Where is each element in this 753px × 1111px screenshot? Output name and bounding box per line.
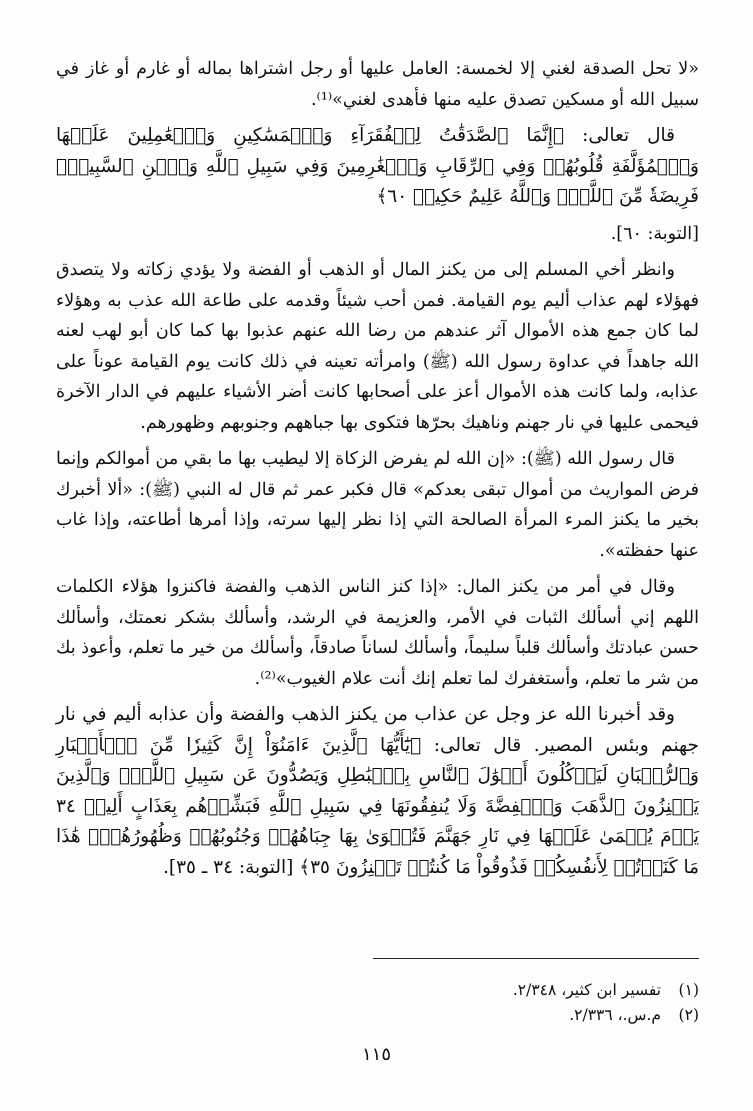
main-text <box>56 54 699 883</box>
paragraph-hadith-zakat: قال رسول الله (ﷺ): «إن الله لم يفرض الزكاة إلا ليطيب بها ما بقي من أموالكم وإنما فرض المواريث من أموال تبقى بعدكم» قال فكبر عمر ثم قال له النبي (ﷺ): «ألا أخبرك بخير ما يكنز المرء المرأة الصالحة التي إذا نظر إليها سرته، وإذا أمرها أطاعته، وإذا غاب عنها حفظته». <box>55 449 699 561</box>
footnote-number: (٢) <box>678 1006 699 1024</box>
footnote-text: تفسير ابن كثير، ٢/٣٤٨. <box>512 981 661 999</box>
footnote-item <box>199 978 699 1003</box>
reference-tawba-60: [التوبة: ٦٠]. <box>610 223 699 244</box>
paragraph-kanz-warning: وانظر أخي المسلم إلى من يكنز المال أو الذهب أو الفضة ولا يؤدي زكاته ولا يتصدق فهؤلاء لهم عذاب أليم يوم القيامة. فمن أحب شيئاً وقدمه على طاعة الله عذب به وهؤلاء لما كان جمع هذه الأموال آثر عندهم من رضا الله عنهم عذبوا بها كما كان أبو لهب لعنه الله جاهداً في عداوة رسول الله (ﷺ) وامرأته تعينه في ذلك كانت يوم القيامة عوناً على عذابه، ولما كانت هذه الأموال أعز على أصحابها كانت أضر الأشياء عليهم في الدار الآخرة فيحمى عليها في نار جهنم وناهيك بحرّها فتكوى بها جباههم وجنوبهم وظهورهم. <box>56 260 699 433</box>
paragraph-quran-tawba-34-35: وقد أخبرنا الله عز وجل عن عذاب من يكنز الذهب والفضة وأن عذابه أليم في نار جهنم وبئس المصير. قال تعالى: ﴿يَٰٓأَيُّهَا ٱلَّذِينَ ءَامَنُوٓاْ إِنَّ كَثِيرٗا مِّنَ ٱلۡأَحۡبَارِ وَٱلرُّهۡبَانِ لَيَأۡكُلُونَ أَمۡوَٰلَ ٱلنَّاسِ بِٱلۡبَٰطِلِ وَيَصُدُّونَ عَن سَبِيلِ ٱللَّهِۗ وَٱلَّذِينَ يَكۡنِزُونَ ٱلذَّهَبَ وَٱلۡفِضَّةَ وَلَا يُنفِقُونَهَا فِي سَبِيلِ ٱللَّهِ فَبَشِّرۡهُم بِعَذَابٍ أَلِيمٖ ٣٤ يَوۡمَ يُحۡمَىٰ عَلَيۡهَا فِي نَارِ جَهَنَّمَ فَتُكۡوَىٰ بِهَا جِبَاهُهُمۡ وَجُنُوبُهُمۡ وَظُهُورُهُمۡۖ هَٰذَا مَا كَنَزۡتُمۡ لِأَنفُسِكُمۡ فَذُوقُواْ مَا كُنتُمۡ تَكۡنِزُونَ ٣٥﴾ [التوبة: ٣٤ ـ ٣٥]. <box>56 704 699 878</box>
footnote-text: م.س.، ٢/٣٣٦. <box>569 1006 661 1024</box>
footnote-item <box>199 1003 699 1028</box>
footnotes <box>199 978 699 1028</box>
footnote-divider <box>373 958 699 959</box>
paragraph-quran-tawba-60: قال تعالى: ﴿إِنَّمَا ٱلصَّدَقَٰتُ لِلۡفُقَرَآءِ وَٱلۡمَسَٰكِينِ وَٱلۡعَٰمِلِينَ عَلَيۡهَا وَٱلۡمُؤَلَّفَةِ قُلُوبُهُمۡ وَفِي ٱلرِّقَابِ وَٱلۡغَٰرِمِينَ وَفِي سَبِيلِ ٱللَّهِ وَٱبۡنِ ٱلسَّبِيلِۖ فَرِيضَةٗ مِّنَ ٱللَّهِۗ وَٱللَّهُ عَلِيمٌ حَكِيمٞ ٦٠﴾ <box>56 125 699 207</box>
page-number: ١١٥ <box>361 1044 391 1065</box>
paragraph-hadith-sadaqa: «لا تحل الصدقة لغني إلا لخمسة: العامل عليها أو رجل اشتراها بماله أو غارم أو غاز في سبيل الله أو مسكين تصدق عليه منها فأهدى لغني»⁽¹⁾. <box>56 59 699 110</box>
footnote-number: (١) <box>678 981 699 999</box>
paragraph-hadith-dua: وقال في أمر من يكنز المال: «إذا كنز الناس الذهب والفضة فاكنزوا هؤلاء الكلمات اللهم إني أسألك الثبات في الأمر، والعزيمة في الرشد، وأسألك بشكر نعمتك، وأسألك حسن عبادتك وأسألك قلباً سليماً، وأسألك لساناً صادقاً، وأسألك من خير ما تعلم، وأعوذ بك من شر ما تعلم، وأستغفرك لما تعلم إنك أنت علام الغيوب»⁽²⁾. <box>56 577 699 689</box>
